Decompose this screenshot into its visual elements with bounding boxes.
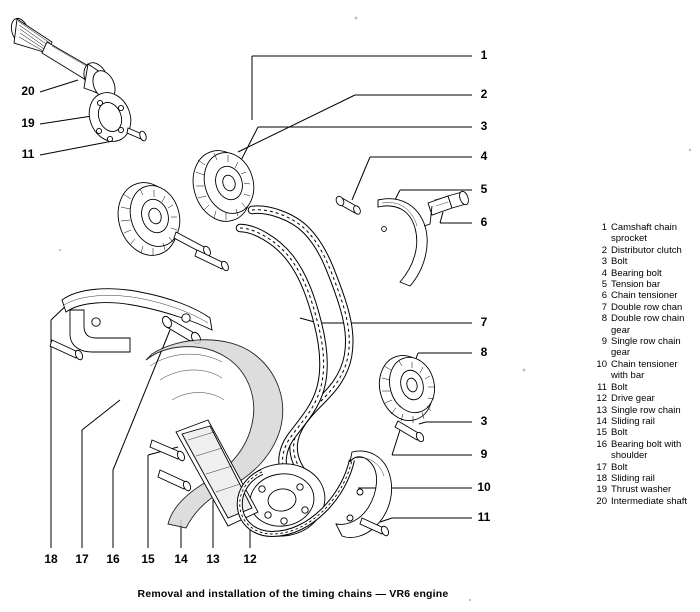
legend-item-label: Single row chain gear bbox=[611, 336, 681, 359]
legend-item-label: Double row chan bbox=[611, 301, 683, 313]
legend-item-label: Distributor clutch bbox=[611, 244, 682, 256]
legend-item bbox=[592, 279, 696, 290]
legend-item-number: 7 bbox=[601, 301, 607, 313]
legend-item-number: 20 bbox=[596, 495, 607, 507]
callout-number: 6 bbox=[480, 215, 488, 229]
legend-item-number: 18 bbox=[596, 472, 607, 484]
callout-number: 3 bbox=[480, 119, 488, 133]
callout-number: 16 bbox=[106, 552, 120, 566]
legend-item-number: 1 bbox=[601, 222, 607, 233]
callout-number: 10 bbox=[477, 480, 491, 494]
legend-item-number: 6 bbox=[601, 290, 607, 302]
callout-number: 17 bbox=[75, 552, 89, 566]
legend-item bbox=[592, 405, 696, 416]
legend-item-label: Bearing bolt bbox=[611, 267, 662, 279]
legend-item-number: 10 bbox=[596, 358, 607, 370]
callout-number: 11 bbox=[477, 510, 491, 524]
legend-item-number: 19 bbox=[596, 484, 607, 496]
callout-number: 13 bbox=[206, 552, 220, 566]
legend-item-label: Drive gear bbox=[611, 393, 655, 405]
callout-number: 20 bbox=[21, 84, 35, 98]
legend-item-number: 9 bbox=[601, 336, 607, 348]
callout-number: 12 bbox=[243, 552, 257, 566]
legend-item-number: 8 bbox=[601, 313, 607, 325]
legend-item-number: 4 bbox=[601, 267, 607, 279]
callout-number: 1 bbox=[480, 48, 488, 62]
legend-item bbox=[592, 462, 696, 473]
legend-item-label: Bolt bbox=[611, 256, 628, 268]
legend-item bbox=[592, 268, 696, 279]
legend-item-number: 13 bbox=[596, 404, 607, 416]
legend-item-label: Intermediate shaft bbox=[611, 495, 688, 507]
callout-number: 15 bbox=[141, 552, 155, 566]
legend-item-label: Chain tensioner with bar bbox=[611, 358, 678, 382]
legend-item-number: 14 bbox=[596, 415, 607, 427]
legend-item-number: 16 bbox=[596, 438, 607, 450]
callout-number: 14 bbox=[174, 552, 188, 566]
legend-item-label: Double row chain gear bbox=[611, 313, 685, 336]
legend-item-label: Thrust washer bbox=[611, 484, 672, 496]
legend-item-label: Bolt bbox=[611, 381, 628, 393]
legend-item-number: 5 bbox=[601, 279, 607, 291]
legend-item-number: 15 bbox=[596, 427, 607, 439]
callout-number: 8 bbox=[480, 345, 488, 359]
legend-item-label: Sliding rail bbox=[611, 415, 655, 427]
legend-item-number: 11 bbox=[597, 381, 607, 393]
legend-item bbox=[592, 302, 696, 313]
callout-number: 18 bbox=[44, 552, 58, 566]
callout-number: 4 bbox=[480, 149, 488, 163]
callout-number: 2 bbox=[480, 87, 488, 101]
figure-caption: Removal and installation of the timing chains — VR6 engine bbox=[137, 588, 449, 600]
legend-item-label: Chain tensioner bbox=[611, 290, 678, 302]
legend-item bbox=[592, 416, 696, 427]
legend-item bbox=[592, 336, 696, 359]
legend-item bbox=[592, 256, 696, 267]
callout-number: 11 bbox=[21, 147, 35, 161]
legend-item-label: Bearing bolt with shoulder bbox=[611, 438, 682, 462]
legend-item bbox=[592, 290, 696, 301]
legend-item-label: Camshaft chain sprocket bbox=[611, 222, 678, 245]
callout-number: 3 bbox=[480, 414, 488, 428]
legend-item-label: Bolt bbox=[611, 461, 628, 473]
legend-item bbox=[592, 245, 696, 256]
legend-item bbox=[592, 427, 696, 438]
callout-number: 5 bbox=[480, 182, 488, 196]
legend-item-label: Sliding rail bbox=[611, 472, 655, 484]
legend-item-label: Single row chain bbox=[611, 404, 681, 416]
legend-item bbox=[592, 484, 696, 495]
legend-item-number: 2 bbox=[601, 244, 607, 256]
legend-item-number: 12 bbox=[596, 393, 607, 405]
callout-number: 7 bbox=[480, 315, 488, 329]
legend-item bbox=[592, 313, 696, 336]
legend-item bbox=[592, 359, 696, 382]
legend-item-number: 17 bbox=[596, 461, 607, 473]
legend-item bbox=[592, 393, 696, 404]
legend-item-label: Bolt bbox=[611, 427, 628, 439]
legend-item-number: 3 bbox=[601, 256, 607, 268]
callout-number: 19 bbox=[21, 116, 35, 130]
callout-number: 9 bbox=[480, 447, 488, 461]
legend-item bbox=[592, 473, 696, 484]
legend-item bbox=[592, 496, 696, 507]
legend-item bbox=[592, 382, 696, 393]
legend-item bbox=[592, 439, 696, 462]
legend-item bbox=[592, 222, 696, 245]
legend-list bbox=[592, 222, 696, 507]
legend-item-label: Tension bar bbox=[611, 279, 661, 291]
